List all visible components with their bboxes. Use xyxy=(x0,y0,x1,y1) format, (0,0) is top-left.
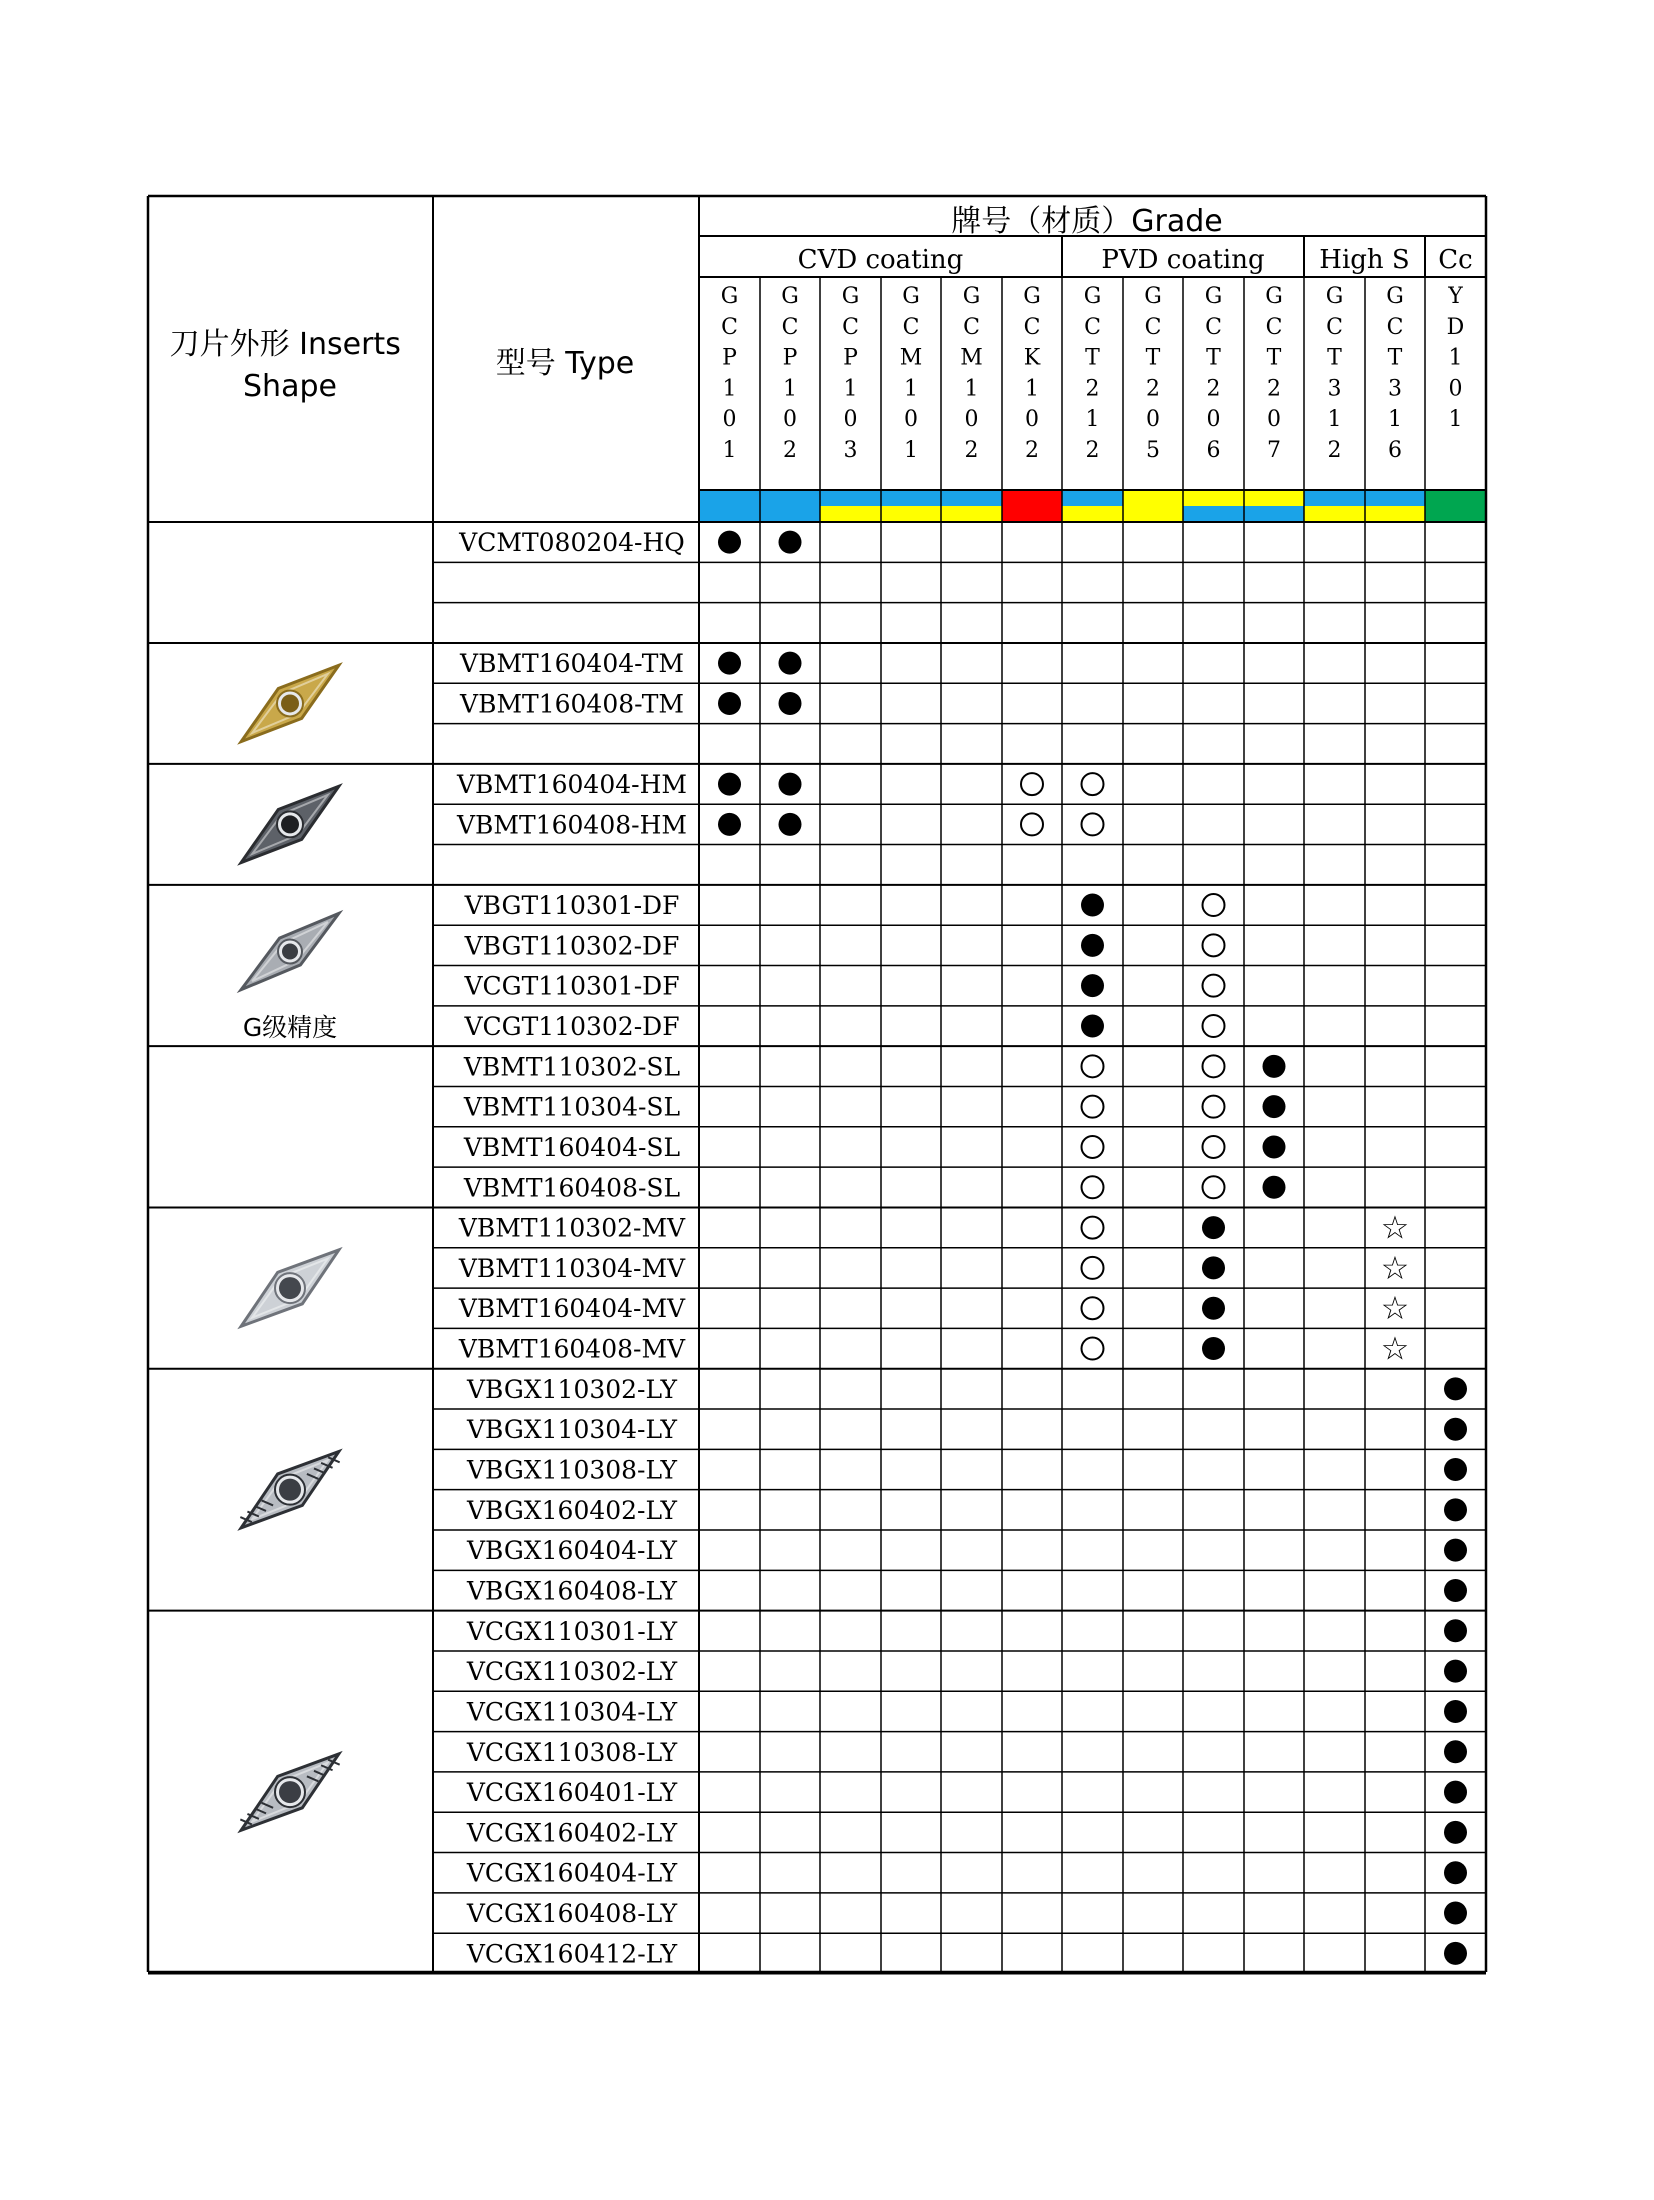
color-bar-top-8 xyxy=(1123,490,1183,506)
grade-mark-filled xyxy=(779,531,802,554)
insert-hole-icon xyxy=(281,694,299,712)
color-bar-bottom-4 xyxy=(881,506,941,522)
grade-mark-filled xyxy=(1081,974,1104,997)
insert-type-code: VCGX110302-LY xyxy=(466,1657,678,1687)
grade-mark-filled xyxy=(1081,894,1104,917)
grade-code-gct205: G C T 2 0 5 xyxy=(1144,284,1162,463)
grade-mark-filled xyxy=(1444,1418,1467,1441)
insert-type-code: VBGT110302-DF xyxy=(464,931,680,961)
table-row xyxy=(463,1052,1286,1081)
table-row xyxy=(464,931,1225,960)
insert-shape-caption: G级精度 xyxy=(242,1013,338,1043)
table-row xyxy=(456,770,1103,799)
color-bar-top-4 xyxy=(881,490,941,506)
grade-mark-open xyxy=(1082,1096,1104,1118)
grade-code-gct212: G C T 2 1 2 xyxy=(1083,284,1102,463)
color-bar-bottom-10 xyxy=(1244,506,1304,522)
color-bar xyxy=(699,490,1486,522)
table-row xyxy=(458,1330,1409,1368)
table-row xyxy=(466,1939,1467,1968)
grade-mark-open xyxy=(1082,1338,1104,1360)
grade-mark-filled xyxy=(779,773,802,796)
coating-group-3: High S xyxy=(1319,245,1410,275)
grade-mark-filled xyxy=(1444,1821,1467,1844)
color-bar-top-7 xyxy=(1062,490,1123,506)
insert-shape-image xyxy=(240,1452,339,1528)
color-bar-top-9 xyxy=(1183,490,1244,506)
grade-mark-filled xyxy=(1081,1015,1104,1038)
table-row xyxy=(466,1697,1467,1726)
insert-type-code: VBGX110304-LY xyxy=(466,1415,678,1445)
grade-mark-filled xyxy=(1444,1458,1467,1481)
table-row xyxy=(456,810,1103,839)
grade-mark-filled xyxy=(1444,1861,1467,1884)
table-row xyxy=(466,1778,1467,1807)
table-row xyxy=(466,1657,1467,1686)
insert-type-code: VBMT160404-HM xyxy=(457,770,687,800)
grade-mark-filled xyxy=(779,813,802,836)
grade-mark-filled xyxy=(1444,1539,1467,1562)
grade-title: 牌号（材质）Grade xyxy=(951,204,1223,239)
grade-mark-filled xyxy=(1202,1216,1225,1239)
shape-column-header-line2: Shape xyxy=(243,369,337,404)
coating-group-labels xyxy=(798,245,1473,275)
grade-code-gcm102: G C M 1 0 2 xyxy=(960,284,983,463)
color-bar-bottom-6 xyxy=(1002,506,1062,522)
table-row xyxy=(464,891,1225,920)
color-bar-top-2 xyxy=(760,490,820,506)
insert-type-code: VBMT160408-TM xyxy=(460,689,684,719)
color-bar-bottom-1 xyxy=(699,506,760,522)
table-row xyxy=(459,649,801,678)
grade-mark-open xyxy=(1203,1176,1225,1198)
grade-mark-open xyxy=(1082,1136,1104,1158)
table-row xyxy=(458,1289,1409,1327)
insert-hole-icon xyxy=(281,815,299,833)
insert-type-code: VBGX110308-LY xyxy=(466,1455,678,1485)
grade-mark-open xyxy=(1203,1136,1225,1158)
color-bar-bottom-5 xyxy=(941,506,1002,522)
grade-code-gct316: G C T 3 1 6 xyxy=(1386,284,1404,463)
grade-mark-open xyxy=(1082,1217,1104,1239)
insert-type-code: VBMT110302-MV xyxy=(458,1213,686,1243)
grade-mark-open xyxy=(1021,773,1043,795)
color-bar-bottom-11 xyxy=(1304,506,1365,522)
insert-type-code: VBGX160404-LY xyxy=(466,1536,678,1566)
grade-mark-filled xyxy=(1444,1781,1467,1804)
grade-mark-star: ☆ xyxy=(1380,1329,1410,1368)
grade-mark-filled xyxy=(1202,1256,1225,1279)
grade-mark-filled xyxy=(1444,1579,1467,1602)
insert-type-code: VBGX160402-LY xyxy=(466,1495,678,1525)
grade-mark-star: ☆ xyxy=(1380,1248,1410,1287)
table-row xyxy=(466,1576,1467,1605)
grade-code-gct206: G C T 2 0 6 xyxy=(1204,284,1223,463)
color-bar-top-13 xyxy=(1425,490,1486,506)
insert-shape-image xyxy=(240,1754,339,1830)
grade-code-gct207: G C T 2 0 7 xyxy=(1265,284,1283,463)
color-bar-bottom-2 xyxy=(760,506,820,522)
insert-type-code: VBMT110304-SL xyxy=(463,1092,681,1122)
grade-code-gct312: G C T 3 1 2 xyxy=(1325,284,1344,463)
table-row xyxy=(463,1133,1286,1162)
table-row xyxy=(458,528,801,557)
insert-type-code: VCGX160412-LY xyxy=(466,1939,678,1969)
color-bar-bottom-7 xyxy=(1062,506,1123,522)
insert-type-code: VBMT160408-MV xyxy=(458,1334,686,1364)
grade-mark-filled xyxy=(1202,1297,1225,1320)
table-header xyxy=(170,204,1223,404)
insert-type-code: VCGT110302-DF xyxy=(464,1012,680,1041)
grade-mark-open xyxy=(1082,773,1104,795)
shape-column-header-line1: 刀片外形 Inserts xyxy=(169,327,401,362)
table-row xyxy=(463,1173,1286,1202)
grade-code-gck102: G C K 1 0 2 xyxy=(1023,284,1041,463)
grade-mark-filled xyxy=(779,652,802,675)
table-row xyxy=(463,1012,1224,1041)
insert-type-code: VCGX160402-LY xyxy=(466,1818,678,1848)
grade-mark-filled xyxy=(718,652,741,675)
grade-mark-filled xyxy=(1444,1660,1467,1683)
grade-mark-filled xyxy=(718,692,741,715)
table-row xyxy=(458,1209,1409,1247)
grade-mark-filled xyxy=(718,813,741,836)
table-row xyxy=(466,1617,1467,1646)
insert-type-code: VBMT160404-SL xyxy=(463,1132,681,1162)
coating-group-4: Cc xyxy=(1438,245,1473,275)
insert-type-code: VBMT110304-MV xyxy=(458,1253,686,1283)
grade-mark-filled xyxy=(1444,1700,1467,1723)
grade-code-gcp101: G C P 1 0 1 xyxy=(720,284,739,463)
grade-mark-filled xyxy=(1263,1135,1286,1158)
grade-mark-filled xyxy=(1444,1740,1467,1763)
grade-mark-open xyxy=(1082,1055,1104,1077)
insert-type-code: VBMT160404-TM xyxy=(460,649,684,679)
insert-type-code: VBMT160404-MV xyxy=(458,1294,686,1324)
grade-mark-open xyxy=(1203,894,1225,916)
insert-shape-image xyxy=(241,665,339,741)
insert-shape-image xyxy=(241,1250,339,1326)
color-bar-bottom-3 xyxy=(820,506,881,522)
insert-type-code: VCGX160408-LY xyxy=(466,1899,678,1929)
table-row xyxy=(459,689,801,718)
color-bar-bottom-8 xyxy=(1123,506,1183,522)
insert-type-code: VCGT110301-DF xyxy=(464,971,680,1001)
table-row xyxy=(463,972,1224,1001)
insert-hole-icon xyxy=(279,1781,301,1803)
grade-mark-filled xyxy=(1263,1055,1286,1078)
table-row xyxy=(466,1375,1467,1404)
insert-type-code: VCGX160401-LY xyxy=(466,1778,678,1808)
shape-column-header xyxy=(170,327,411,404)
color-bar-top-3 xyxy=(820,490,881,506)
grade-mark-filled xyxy=(1263,1095,1286,1118)
insert-shape-image xyxy=(241,786,339,862)
color-bar-top-11 xyxy=(1304,490,1365,506)
grade-mark-open xyxy=(1082,1176,1104,1198)
table-row xyxy=(466,1818,1467,1847)
coating-group-2: PVD coating xyxy=(1101,245,1265,275)
table-grid xyxy=(148,196,1486,1974)
color-bar-bottom-9 xyxy=(1183,506,1244,522)
insert-type-code: VCMT080204-HQ xyxy=(459,528,685,558)
grade-mark-filled xyxy=(1444,1498,1467,1521)
insert-type-code: VCGX110308-LY xyxy=(466,1737,678,1767)
insert-type-code: VBGX160408-LY xyxy=(466,1576,678,1606)
grade-code-gcp102: G C P 1 0 2 xyxy=(781,284,799,463)
color-bar-top-6 xyxy=(1002,490,1062,506)
table-row xyxy=(466,1738,1467,1767)
grade-mark-open xyxy=(1203,934,1225,956)
table-row xyxy=(466,1496,1467,1525)
grade-mark-filled xyxy=(718,531,741,554)
grade-mark-open xyxy=(1203,1096,1225,1118)
table-row xyxy=(458,1249,1409,1287)
grade-code-gcm101: G C M 1 0 1 xyxy=(899,284,923,463)
grade-mark-open xyxy=(1082,1297,1104,1319)
grade-mark-filled xyxy=(718,773,741,796)
grade-code-yd101: Y D 1 0 1 xyxy=(1446,284,1465,433)
type-column-header: 型号 Type xyxy=(495,346,635,381)
table-row xyxy=(466,1899,1467,1928)
color-bar-bottom-12 xyxy=(1365,506,1425,522)
insert-type-code: VCGX110304-LY xyxy=(466,1697,678,1727)
grade-mark-filled xyxy=(1444,1377,1467,1400)
insert-type-code: VCGX160404-LY xyxy=(466,1858,678,1888)
insert-type-code: VBGX110302-LY xyxy=(466,1374,678,1404)
table-row xyxy=(466,1536,1467,1565)
insert-type-code: VCGX110301-LY xyxy=(466,1616,678,1646)
grade-code-gcp103: G C P 1 0 3 xyxy=(841,284,860,463)
color-bar-bottom-13 xyxy=(1425,506,1486,522)
insert-type-code: VBMT110302-SL xyxy=(463,1052,681,1082)
grade-mark-open xyxy=(1203,1055,1225,1077)
color-bar-top-1 xyxy=(699,490,760,506)
insert-type-code: VBMT160408-SL xyxy=(463,1173,681,1203)
grade-mark-filled xyxy=(1202,1337,1225,1360)
color-bar-top-12 xyxy=(1365,490,1425,506)
grade-mark-open xyxy=(1082,813,1104,835)
grade-mark-filled xyxy=(779,692,802,715)
grade-codes xyxy=(721,284,1465,463)
insert-type-code: VBMT160408-HM xyxy=(457,810,687,840)
coating-group-1: CVD coating xyxy=(797,245,964,275)
grade-mark-filled xyxy=(1444,1902,1467,1925)
grade-mark-filled xyxy=(1081,934,1104,957)
grade-mark-filled xyxy=(1444,1619,1467,1642)
insert-hole-icon xyxy=(279,1277,301,1299)
grade-mark-open xyxy=(1021,813,1043,835)
grade-mark-open xyxy=(1082,1257,1104,1279)
insert-type-code: VBGT110301-DF xyxy=(464,891,680,921)
insert-shape-image xyxy=(241,913,339,1042)
insert-hole-icon xyxy=(279,1479,301,1501)
grade-mark-open xyxy=(1203,1015,1225,1037)
grade-mark-star: ☆ xyxy=(1380,1208,1410,1247)
table-row xyxy=(466,1415,1467,1444)
color-bar-top-5 xyxy=(941,490,1002,506)
color-bar-top-10 xyxy=(1244,490,1304,506)
table-row xyxy=(466,1456,1467,1485)
grade-mark-filled xyxy=(1444,1942,1467,1965)
grade-mark-filled xyxy=(1263,1176,1286,1199)
grade-mark-open xyxy=(1203,975,1225,997)
grade-mark-star: ☆ xyxy=(1380,1289,1410,1328)
table-row xyxy=(466,1859,1467,1888)
table-row xyxy=(463,1093,1286,1122)
insert-hole-icon xyxy=(282,944,298,960)
